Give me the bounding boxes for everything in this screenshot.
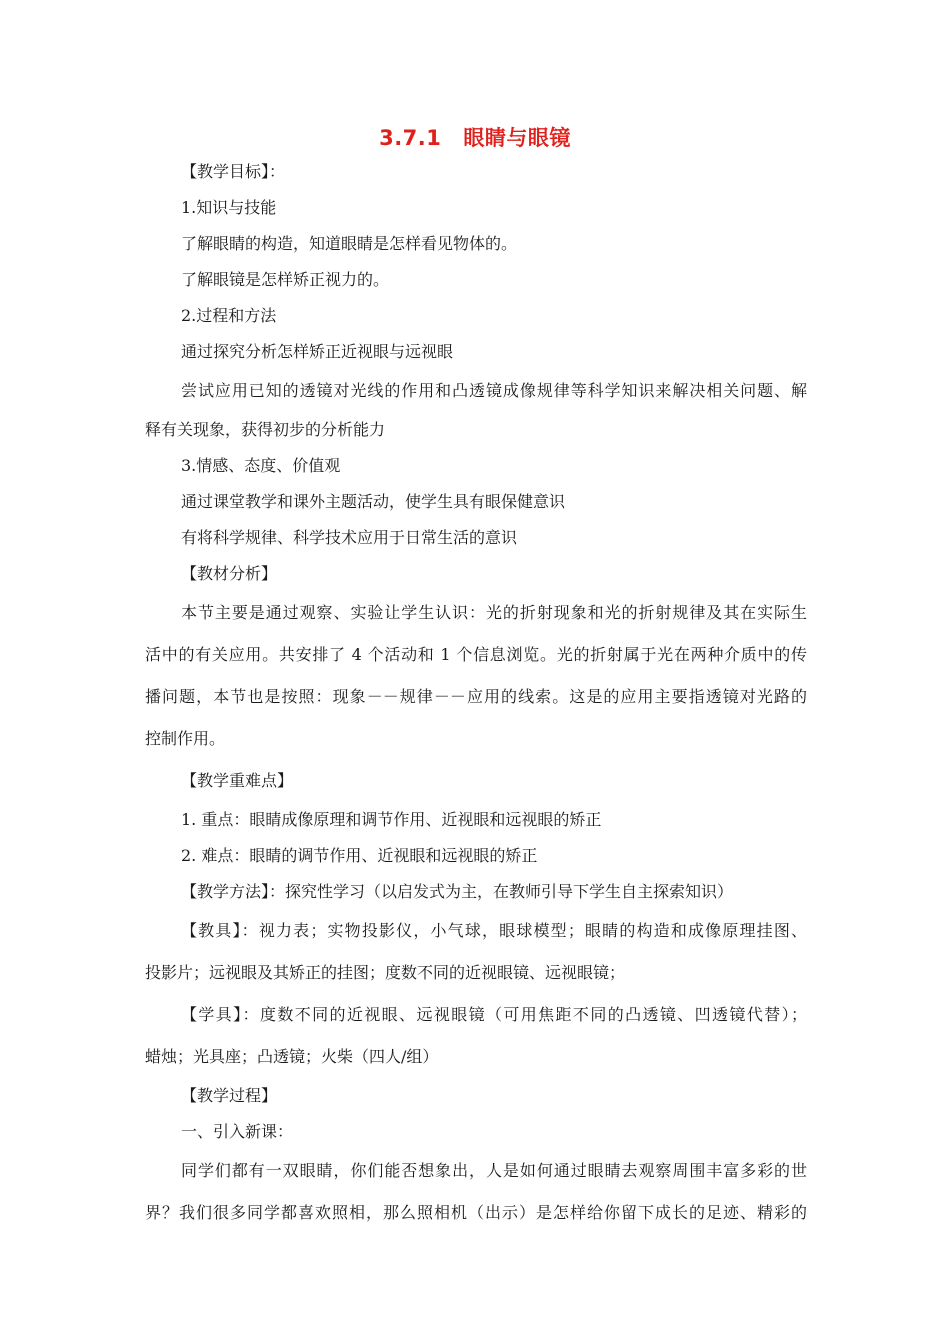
paragraph-line: 尝试应用已知的透镜对光线的作用和凸透镜成像规律等科学知识来解决相关问题、解	[181, 381, 807, 400]
paragraph-line: 界？我们很多同学都喜欢照相，那么照相机（出示）是怎样给你留下成长的足迹、精彩的	[145, 1203, 807, 1222]
paragraph-line: 【教具】：视力表；实物投影仪，小气球，眼球模型；眼睛的构造和成像原理挂图、	[181, 921, 807, 940]
paragraph-line: 释有关现象，获得初步的分析能力	[145, 420, 386, 439]
paragraph-line: 同学们都有一双眼睛，你们能否想象出，人是如何通过眼睛去观察周围丰富多彩的世	[181, 1161, 807, 1180]
paragraph-line: 活中的有关应用。共安排了 4 个活动和 1 个信息浏览。光的折射属于光在两种介质中的传	[145, 645, 807, 664]
heading-teaching-method: 【教学方法】：探究性学习（以启发式为主，在教师引导下学生自主探索知识）	[181, 882, 734, 901]
paragraph-line: 有将科学规律、科学技术应用于日常生活的意识	[181, 528, 518, 547]
difficult-point-item: 2. 难点：眼睛的调节作用、近视眼和远视眼的矫正	[181, 846, 538, 865]
section-heading-intro: 一、引入新课：	[181, 1122, 294, 1141]
paragraph-line: 了解眼睛的构造，知道眼睛是怎样看见物体的。	[181, 234, 518, 253]
paragraph-line: 通过探究分析怎样矫正近视眼与远视眼	[181, 342, 454, 361]
title-number: 3.7.1	[379, 126, 442, 150]
heading-teaching-goals: 【教学目标】：	[181, 162, 286, 181]
paragraph-line: 蜡烛；光具座；凸透镜；火柴（四人/组）	[145, 1047, 439, 1066]
paragraph-line: 通过课堂教学和课外主题活动，使学生具有眼保健意识	[181, 492, 566, 511]
page-title	[0, 122, 950, 152]
paragraph-line: 了解眼镜是怎样矫正视力的。	[181, 270, 390, 289]
paragraph-line: 本节主要是通过观察、实验让学生认识：光的折射现象和光的折射规律及其在实际生	[181, 603, 807, 622]
paragraph-line: 控制作用。	[145, 729, 226, 748]
paragraph-line: 播问题，本节也是按照：现象－－规律－－应用的线索。这是的应用主要指透镜对光路的	[145, 687, 807, 706]
heading-material-analysis: 【教材分析】	[181, 564, 278, 583]
paragraph-line: 投影片；远视眼及其矫正的挂图；度数不同的近视眼镜、远视眼镜；	[145, 963, 626, 982]
goal-knowledge-heading: 1.知识与技能	[181, 198, 277, 217]
goal-process-heading: 2.过程和方法	[181, 306, 277, 325]
goal-attitude-heading: 3.情感、态度、价值观	[181, 456, 341, 475]
title-text: 眼睛与眼镜	[463, 126, 571, 150]
key-point-item: 1. 重点：眼睛成像原理和调节作用、近视眼和远视眼的矫正	[181, 810, 602, 829]
paragraph-line: 【学具】：度数不同的近视眼、远视眼镜（可用焦距不同的凸透镜、凹透镜代替）；	[181, 1005, 807, 1024]
heading-key-points: 【教学重难点】	[181, 771, 294, 790]
document-body	[145, 154, 807, 1234]
heading-teaching-process: 【教学过程】	[181, 1086, 278, 1105]
